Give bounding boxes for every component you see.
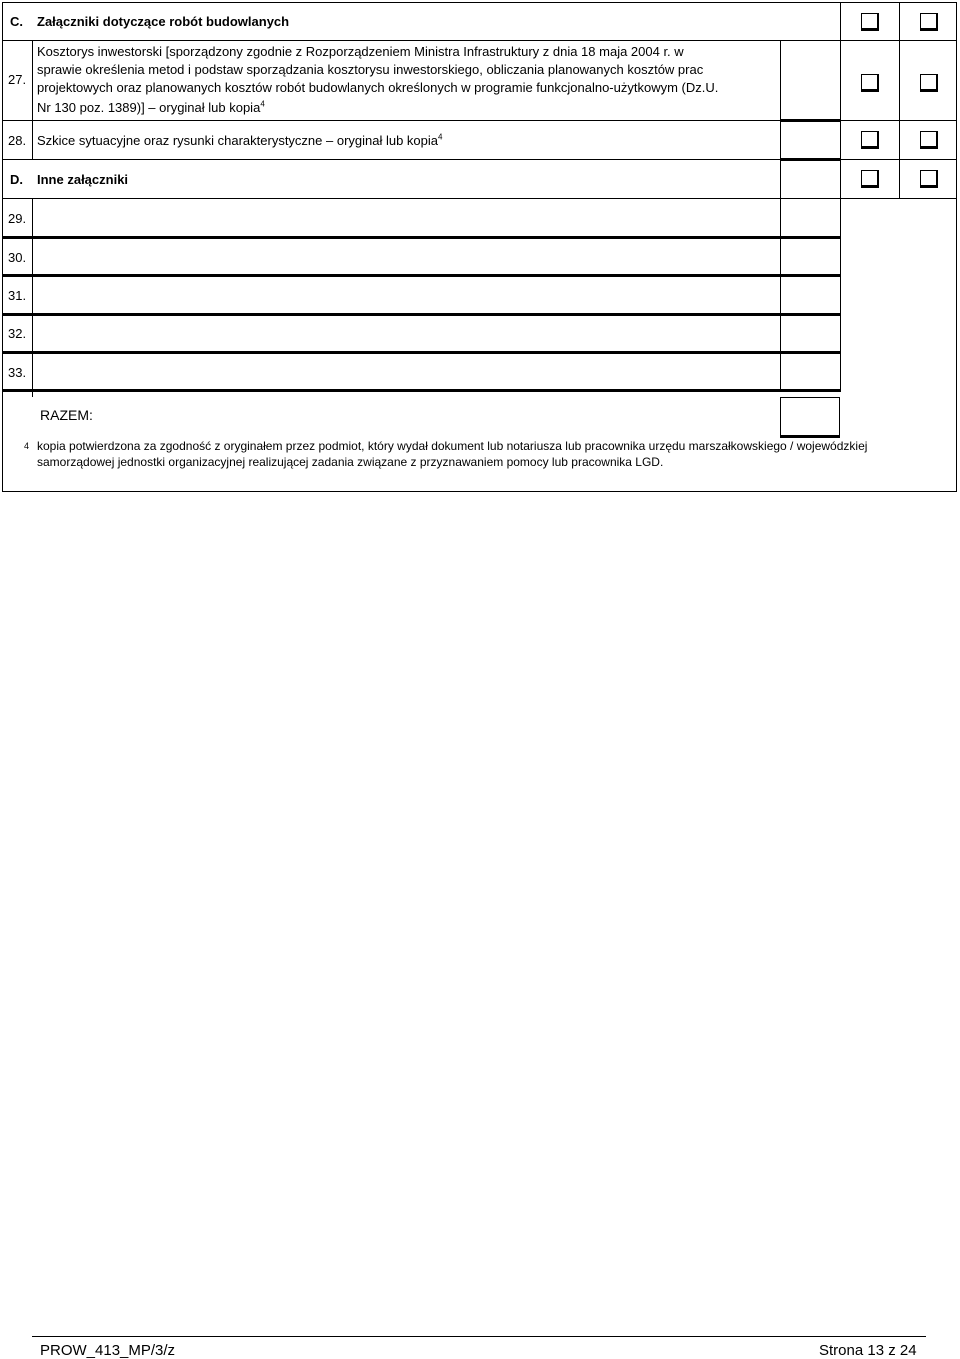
section-d-checkbox-2[interactable] [920, 170, 938, 188]
row-divider-27-thick [780, 119, 840, 122]
row-32-description-field[interactable] [33, 316, 779, 350]
row-31-number: 31. [8, 288, 27, 303]
row-divider-c [2, 40, 957, 41]
checkbox-col-divider-1 [840, 2, 841, 198]
footnote-line-1: kopia potwierdzona za zgodność z oryginałem przez podmiot, który wydał dokument lub notariusza lub pracownika urzędu marszałkowskiego / wojewódzkiej [37, 439, 868, 453]
row-32-number: 32. [8, 326, 27, 341]
row-divider-28-thick [780, 158, 840, 161]
row-29-description-field[interactable] [33, 199, 779, 235]
row-27-line-4: Nr 130 poz. 1389)] – oryginał lub kopia [37, 100, 261, 115]
footnote-marker: 4 [24, 441, 30, 451]
row-33-divider [2, 389, 840, 392]
other-value-col-right [840, 198, 841, 392]
section-c-checkbox-1[interactable] [861, 13, 879, 31]
footnote-line-2: samorządowej jednostki organizacyjnej realizującej zadania związane z przyznawaniem pomocy lub pracownika LGD. [37, 455, 664, 469]
page-number: Strona 13 z 24 [819, 1342, 917, 1359]
row-27-checkbox-1[interactable] [861, 74, 879, 92]
row-33-number: 33. [8, 365, 27, 380]
section-d-checkbox-1[interactable] [861, 170, 879, 188]
row-29-number: 29. [8, 211, 27, 226]
row-28-text: Szkice sytuacyjne oraz rysunki charakterystyczne – oryginał lub kopia [37, 133, 439, 148]
section-c-checkbox-2[interactable] [920, 13, 938, 31]
row-28-text-wrap [37, 132, 442, 149]
row-28-checkbox-1[interactable] [861, 131, 879, 149]
row-27-checkbox-2[interactable] [920, 74, 938, 92]
other-value-col-left [780, 198, 781, 392]
row-27-line-1: Kosztorys inwestorski [sporządzony zgodnie z Rozporządzeniem Ministra Infrastruktury z dnia 18 maja 2004 r. w [37, 44, 684, 59]
section-d-title: Inne załączniki [37, 172, 129, 187]
row-28-footnote-ref: 4 [438, 132, 443, 142]
page-footer-rule [32, 1336, 926, 1337]
row-30-number: 30. [8, 250, 27, 265]
row-31-description-field[interactable] [33, 277, 779, 312]
section-c-title: Załączniki dotyczące robót budowlanych [37, 14, 290, 29]
form-code: PROW_413_MP/3/z [40, 1342, 176, 1359]
row-27-line-3: projektowych oraz planowanych kosztów robót budowlanych określonych w programie funkcjonalno-użytkowym (Dz.U. [37, 80, 719, 95]
total-label: RAZEM: [40, 407, 93, 423]
number-column-divider [32, 40, 33, 160]
row-30-description-field[interactable] [33, 239, 779, 273]
section-d-letter: D. [10, 172, 23, 187]
row-33-description-field[interactable] [33, 354, 779, 388]
row-27-number: 27. [8, 72, 27, 87]
section-c-letter: C. [10, 14, 23, 29]
row-28-checkbox-2[interactable] [920, 131, 938, 149]
row-27-line-2: sprawie określenia metod i podstaw sporządzania kosztorysu inwestorskiego, obliczania planowanych kosztów prac [37, 62, 704, 77]
total-left-edge [32, 392, 33, 397]
checkbox-col-divider-2 [899, 2, 900, 198]
row-27-line-4-wrap [37, 99, 265, 116]
total-value-box[interactable] [780, 397, 840, 438]
row-28-number: 28. [8, 133, 27, 148]
row-27-footnote-ref: 4 [260, 99, 265, 109]
